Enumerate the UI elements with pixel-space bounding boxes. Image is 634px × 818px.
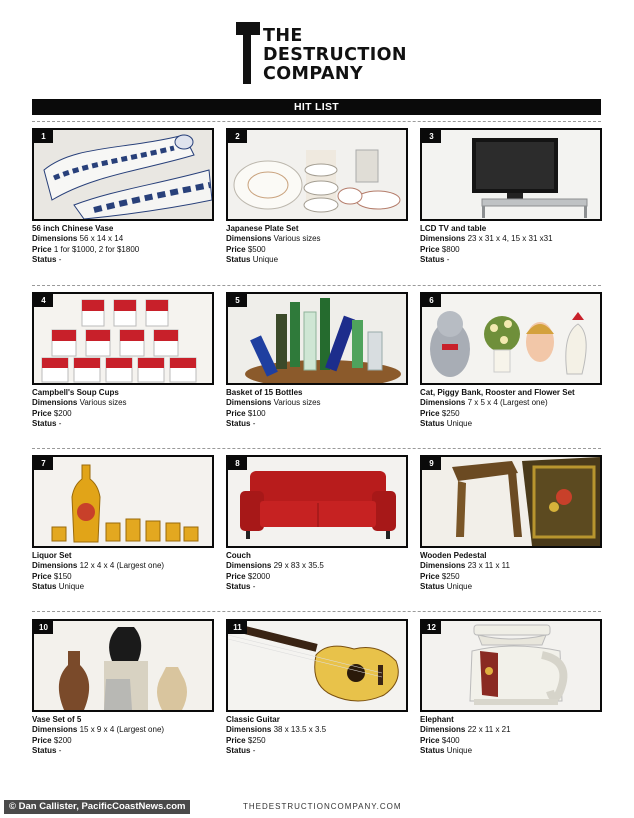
item-dimensions: Various sizes: [79, 398, 127, 408]
item-photo-vase-set: [32, 619, 214, 712]
item-dimensions: 29 x 83 x 35.5: [273, 561, 324, 571]
bottles-illustration: [228, 294, 406, 383]
list-item[interactable]: 12 Elephant Dimensions 22 x 11 x 21 Price $400 Status Unique: [420, 619, 602, 756]
item-number-badge: 9: [422, 457, 441, 470]
item-status: Unique: [446, 745, 473, 755]
divider: [32, 448, 601, 449]
item-price: $800: [441, 244, 460, 254]
item-dimensions: 15 x 9 x 4 (Largest one): [79, 725, 165, 735]
item-dimensions: 23 x 11 x 11: [467, 561, 510, 571]
item-photo-figurines: [420, 292, 602, 385]
divider: [32, 121, 601, 122]
item-photo-couch: [226, 455, 408, 548]
item-number-badge: 8: [228, 457, 247, 470]
item-price: $200: [53, 408, 72, 418]
list-item[interactable]: 1 56 inch Chinese Vase Dimensions 56 x 14 x 14 Price 1 for $1000, 2 for $1800 Status -: [32, 128, 214, 265]
item-photo-guitar: [226, 619, 408, 712]
item-status: -: [58, 745, 62, 755]
photo-credit: © Dan Callister, PacificCoastNews.com: [4, 800, 190, 814]
soup-cups-illustration: [34, 294, 212, 383]
item-status: -: [252, 418, 256, 428]
item-price: $2000: [247, 571, 271, 581]
item-price: 1 for $1000, 2 for $1800: [53, 244, 140, 254]
brand-wordmark: THE DESTRUCTION COMPANY: [263, 26, 407, 84]
item-number-badge: 6: [422, 294, 441, 307]
item-status: -: [252, 581, 256, 591]
tv-illustration: [422, 130, 600, 219]
item-price: $100: [247, 408, 266, 418]
item-price: $200: [53, 735, 72, 745]
item-price: $250: [247, 735, 266, 745]
couch-illustration: [228, 457, 406, 546]
pedestal-illustration: [422, 457, 600, 546]
item-photo-plate-set: [226, 128, 408, 221]
item-dimensions: 7 x 5 x 4 (Largest one): [467, 398, 548, 408]
item-status: Unique: [58, 581, 85, 591]
liquor-set-illustration: [34, 457, 212, 546]
item-status: -: [446, 254, 450, 264]
figurines-illustration: [422, 294, 600, 383]
item-number-badge: 11: [228, 621, 247, 634]
item-photo-soup-cups: [32, 292, 214, 385]
item-title: Wooden Pedestal: [420, 551, 487, 560]
item-title: 56 inch Chinese Vase: [32, 224, 114, 233]
item-status: -: [58, 254, 62, 264]
item-photo-lcd-tv: [420, 128, 602, 221]
footer: [0, 798, 634, 818]
list-item[interactable]: 4 Campbell's Soup Cups Dimensions Various sizes Price $200 Status -: [32, 292, 214, 429]
item-number-badge: 7: [34, 457, 53, 470]
vase-set-illustration: [34, 621, 212, 710]
item-status: Unique: [446, 581, 473, 591]
vase-illustration: [34, 130, 212, 219]
item-dimensions: 23 x 31 x 4, 15 x 31 x31: [467, 234, 553, 244]
item-title: LCD TV and table: [420, 224, 487, 233]
item-number-badge: 1: [34, 130, 53, 143]
list-item[interactable]: 3 LCD TV and table Dimensions 23 x 31 x 4, 15 x 31 x31 Price $800 Status -: [420, 128, 602, 265]
item-dimensions: 38 x 13.5 x 3.5: [273, 725, 327, 735]
item-title: Vase Set of 5: [32, 715, 82, 724]
item-title: Cat, Piggy Bank, Rooster and Flower Set: [420, 388, 575, 397]
list-item[interactable]: 11 Classic Guitar Dimensions 38 x 13.5 x 3.5 Price $250 Status -: [226, 619, 408, 756]
item-title: Japanese Plate Set: [226, 224, 299, 233]
divider: [32, 285, 601, 286]
hammer-icon: [236, 20, 260, 86]
item-status: Unique: [252, 254, 279, 264]
website-link[interactable]: THEDESTRUCTIONCOMPANY.COM: [243, 802, 402, 811]
list-item[interactable]: 10 Vase Set of 5 Dimensions 15 x 9 x 4 (Largest one) Price $200 Status -: [32, 619, 214, 756]
item-status: Unique: [446, 418, 473, 428]
list-item[interactable]: 2 Japanese Plate Set Dimensions Various sizes Price $500 Status Unique: [226, 128, 408, 265]
item-price: $150: [53, 571, 72, 581]
item-dimensions: Various sizes: [273, 398, 321, 408]
list-item[interactable]: 5 Basket of 15 Bottles Dimensions Various sizes Price $100 Status -: [226, 292, 408, 429]
item-title: Campbell's Soup Cups: [32, 388, 119, 397]
item-dimensions: 12 x 4 x 4 (Largest one): [79, 561, 165, 571]
brand-logo: [236, 20, 416, 90]
item-status: -: [252, 745, 256, 755]
item-number-badge: 10: [34, 621, 53, 634]
item-dimensions: Various sizes: [273, 234, 321, 244]
elephant-illustration: [422, 621, 600, 710]
item-price: $250: [441, 408, 460, 418]
hit-list-header: HIT LIST: [32, 99, 601, 115]
list-item[interactable]: 8 Couch Dimensions 29 x 83 x 35.5 Price $2000 Status -: [226, 455, 408, 592]
item-number-badge: 3: [422, 130, 441, 143]
item-photo-wooden-pedestal: [420, 455, 602, 548]
item-price: $400: [441, 735, 460, 745]
item-photo-elephant: [420, 619, 602, 712]
item-price: $500: [247, 244, 266, 254]
item-title: Classic Guitar: [226, 715, 280, 724]
item-title: Basket of 15 Bottles: [226, 388, 303, 397]
plates-illustration: [228, 130, 406, 219]
item-photo-liquor-set: [32, 455, 214, 548]
item-number-badge: 5: [228, 294, 247, 307]
item-dimensions: 56 x 14 x 14: [79, 234, 124, 244]
divider: [32, 611, 601, 612]
list-item[interactable]: 9 Wooden Pedestal Dimensions 23 x 11 x 11 Price $250 Status Unique: [420, 455, 602, 592]
item-dimensions: 22 x 11 x 21: [467, 725, 511, 735]
item-title: Liquor Set: [32, 551, 72, 560]
list-item[interactable]: 7 Liquor Set Dimensions 12 x 4 x 4 (Largest one) Price $150 Status Unique: [32, 455, 214, 592]
list-item[interactable]: 6 Cat, Piggy Bank, Rooster and Flower Set Dimensions 7 x 5 x 4 (Largest one) Price $250 Status Unique: [420, 292, 602, 429]
item-price: $250: [441, 571, 460, 581]
guitar-illustration: [228, 621, 406, 710]
item-number-badge: 2: [228, 130, 247, 143]
item-number-badge: 12: [422, 621, 441, 634]
item-photo-chinese-vase: [32, 128, 214, 221]
item-title: Elephant: [420, 715, 454, 724]
item-status: -: [58, 418, 62, 428]
item-title: Couch: [226, 551, 251, 560]
item-photo-bottles: [226, 292, 408, 385]
item-number-badge: 4: [34, 294, 53, 307]
